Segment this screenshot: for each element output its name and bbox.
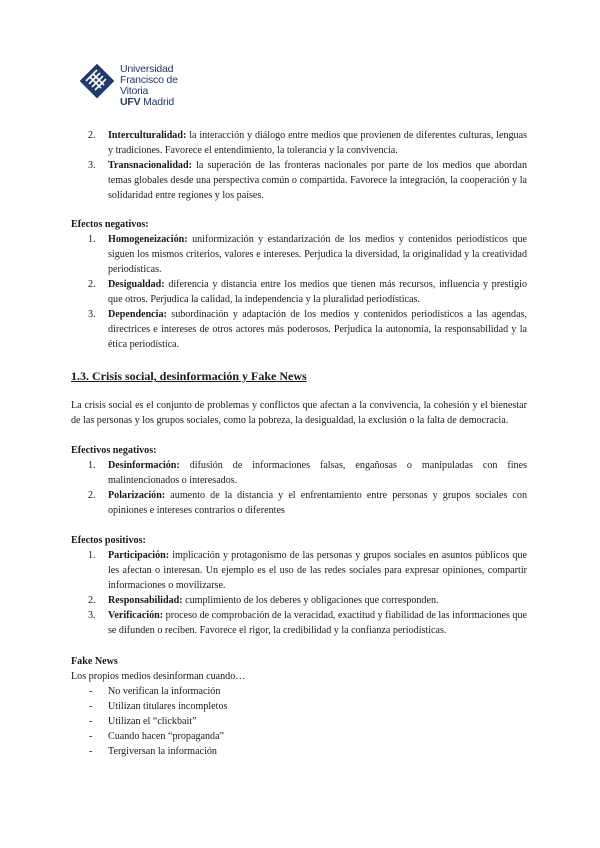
logo-wordmark xyxy=(120,64,198,108)
list-item: 3. Transnacionalidad: la superación de las fronteras nacionales por parte de los medios que abordan temas globales desde una perspectiva común o compartida. Favorece la integración, la cooperación y la solidaridad entre regiones y los países. xyxy=(88,160,527,201)
negative-effects-list xyxy=(71,232,527,352)
logo-line-3: UFV Madrid xyxy=(120,96,175,108)
list-item: 3. Verificación: proceso de comprobación de la veracidad, exactitud y fiabilidad de las informaciones que se difunden o reciben. Favorece el rigor, la credibilidad y la confianza periodísticas. xyxy=(88,610,527,636)
list-item: - No verifican la información xyxy=(89,686,221,697)
fake-news-list xyxy=(71,684,527,759)
ufv-logo-icon xyxy=(78,62,116,100)
intro-paragraph: La crisis social es el conjunto de problemas y conflictos que afectan a la convivencia, la cohesión y el bienestar de las personas y los grupos sociales, como la pobreza, la desigualdad, la exclusión o la falta de democracia. xyxy=(71,400,527,426)
positive-effects-label: Efectos positivos: xyxy=(71,535,146,546)
list-item: 2. Responsabilidad: cumplimiento de los deberes y obligaciones que corresponden. xyxy=(88,595,439,606)
list-item: 1. Participación: implicación y protagonismo de las personas y grupos sociales en asuntos públicos que les afectan o interesan. Un ejemplo es el uso de las redes sociales para expresar opiniones, compartir informaciones o movilizarse. xyxy=(88,550,527,591)
negative-effects-list-2 xyxy=(71,458,527,518)
university-logo xyxy=(78,62,198,108)
list-item: 2. Desigualdad: diferencia y distancia entre los medios que tienen más recursos, influencia y prestigio que otros. Perjudica la calidad, la independencia y la pluralidad periodísticas. xyxy=(88,279,527,305)
document-body xyxy=(71,128,527,759)
list-item: - Tergiversan la información xyxy=(89,746,217,757)
logo-line-1: Universidad xyxy=(120,63,174,75)
list-item: 2. Polarización: aumento de la distancia y el enfrentamiento entre personas y grupos sociales con opiniones e intereses contrarios o diferentes xyxy=(88,490,527,516)
list-item: 3. Dependencia: subordinación y adaptación de los medios y contenidos periodísticos a las agendas, directrices e intereses de otros actores más poderosos. Perjudica la autonomía, la responsabilidad y la ética periodística. xyxy=(88,309,527,350)
fake-news-label: Fake News xyxy=(71,656,118,667)
list-item: 1. Homogeneización: uniformización y estandarización de los medios y contenidos periodísticos que siguen los mismos criterios, valores e intereses. Perjudica la diversidad, la originalidad y la creatividad periodísticas. xyxy=(88,234,527,275)
section-heading: 1.3. Crisis social, desinformación y Fake News xyxy=(71,369,307,383)
positive-effects-continued-list xyxy=(71,128,527,203)
negative-effects-label-2: Efectivos negativos: xyxy=(71,445,157,456)
list-item: 1. Desinformación: difusión de informaciones falsas, engañosas o manipuladas con fines malintencionados o interesados. xyxy=(88,460,527,486)
list-item: - Cuando hacen “propaganda” xyxy=(89,731,225,742)
negative-effects-label: Efectos negativos: xyxy=(71,219,149,230)
logo-line-2: Francisco de Vitoria xyxy=(120,74,178,97)
positive-effects-list xyxy=(71,548,527,638)
fake-news-intro: Los propios medios desinforman cuando… xyxy=(71,671,246,682)
list-item: - Utilizan el “clickbait” xyxy=(89,716,197,727)
list-item: 2. Interculturalidad: la interacción y diálogo entre medios que provienen de diferentes culturas, lenguas y tradiciones. Favorece el entendimiento, la tolerancia y la convivencia. xyxy=(88,130,527,156)
list-item: - Utilizan titulares incompletos xyxy=(89,701,228,712)
